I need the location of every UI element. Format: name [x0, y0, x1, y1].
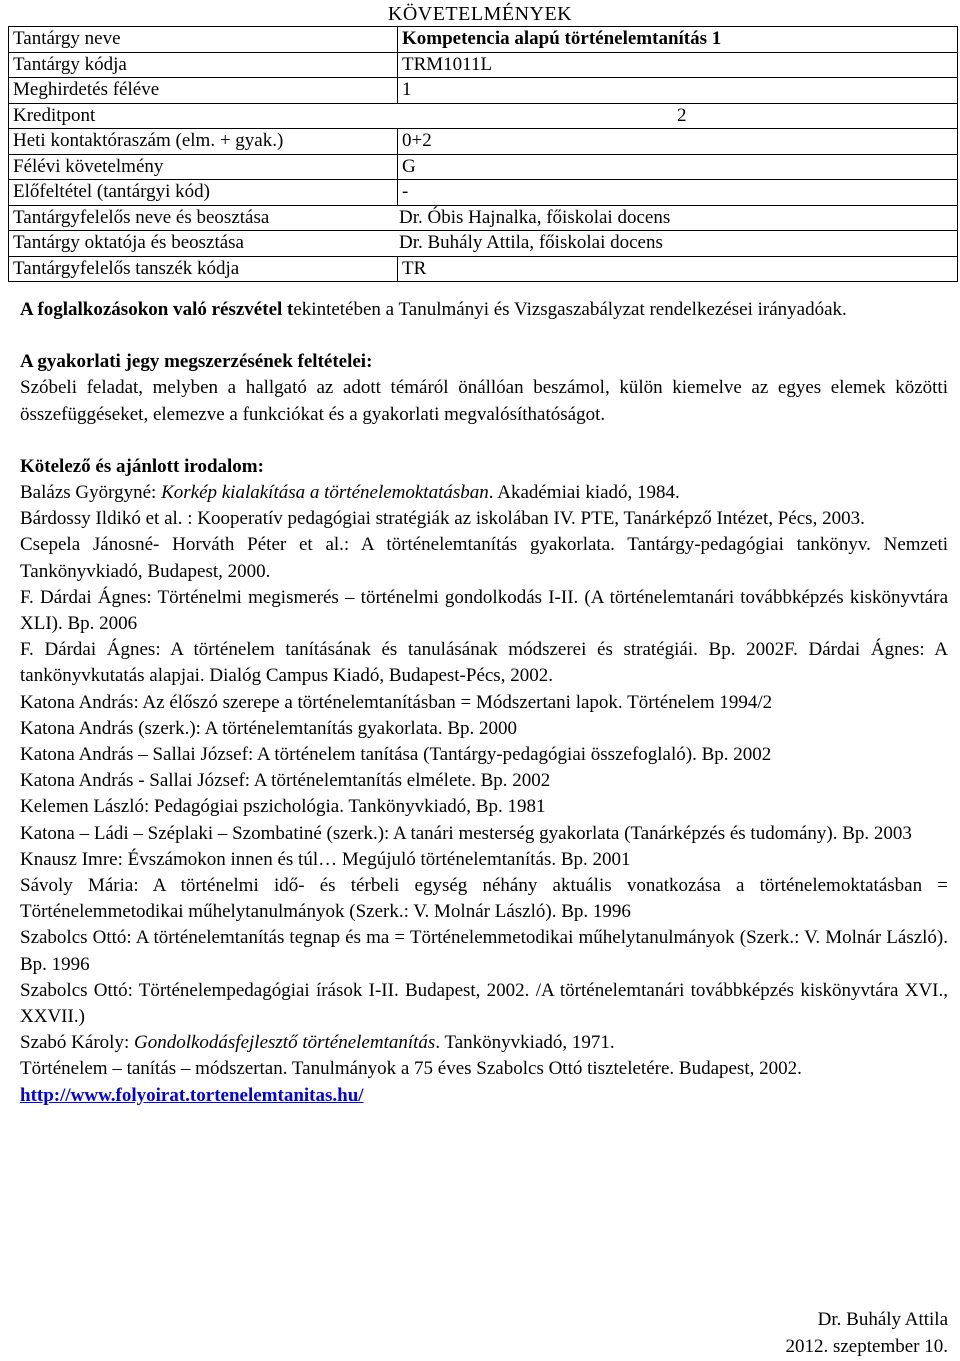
literature-item: Történelem – tanítás – módszertan. Tanulmányok a 75 éves Szabolcs Ottó tiszteletére. Budapest, 2002. [20, 1058, 802, 1080]
literature-item: Csepela Jánosné- Horváth Péter et al.: A történelemtanítás gyakorlata. Tantárgy-pedagógiai tankönyv. Nemzeti Tankönyvkiadó, Budapest, 2000. [20, 534, 948, 582]
row-label: Félévi követelmény [9, 154, 398, 180]
table-row [9, 180, 958, 206]
credit-value: 2 [677, 104, 687, 126]
literature-item: Sávoly Mária: A történelmi idő- és térbeli egység néhány aktuális vonatkozása a történelemoktatásban = Történelemmetodikai műhelytanulmányok (Szerk.: V. Molnár László). Bp. 1996 [20, 875, 948, 923]
row-label: Heti kontaktóraszám (elm. + gyak.) [9, 129, 398, 155]
row-label: Tantárgy kódja [9, 52, 398, 78]
row-label: Előfeltétel (tantárgyi kód) [9, 180, 398, 206]
requirement-value: G [398, 154, 958, 180]
contact-hours-value: 0+2 [398, 129, 958, 155]
table-row [9, 129, 958, 155]
literature-link-row [20, 1083, 948, 1109]
course-name-value: Kompetencia alapú történelemtanítás 1 [398, 27, 958, 53]
attendance-bold-text: A foglalkozásokon való részvétel t [20, 299, 294, 320]
table-row [9, 103, 958, 129]
literature-item: Knausz Imre: Évszámokon innen és túl… Megújuló történelemtanítás. Bp. 2001 [20, 848, 631, 870]
requirements-body [20, 297, 948, 1109]
literature-heading: Kötelező és ajánlott irodalom: [20, 455, 264, 477]
literature-item: Bárdossy Ildikó et al. : Kooperatív pedagógiai stratégiák az iskolában IV. PTE, Tanárképző Intézet, Pécs, 2003. [20, 508, 865, 530]
row-label: Tantárgyfelelős neve és beosztása [13, 206, 270, 228]
prerequisite-value: - [398, 180, 958, 206]
semester-value: 1 [398, 78, 958, 104]
literature-item: F. Dárdai Ágnes: Történelmi megismerés – történelmi gondolkodás I-II. (A történelemtanári továbbképzés kiskönyvtára XLI). Bp. 2006 [20, 586, 948, 635]
signature-name: Dr. Buhály Attila [817, 1309, 948, 1330]
credit-row [9, 103, 958, 129]
department-value: TR [398, 256, 958, 282]
table-row [9, 52, 958, 78]
table-row [9, 78, 958, 104]
practical-text: Szóbeli feladat, melyben a hallgató az adott témáról önállóan beszámol, külön kiemelve az egyes elemek közötti összefüggéseket, elemezve a funkciókat és a gyakorlati megvalósíthatóságot. [20, 377, 948, 425]
attendance-text: ekintetében a Tanulmányi és Vizsgaszabályzat rendelkezései irányadóak. [293, 299, 847, 320]
instructor-row [9, 231, 958, 257]
instructor-value: Dr. Buhály Attila, főiskolai docens [399, 232, 663, 254]
table-row [9, 231, 958, 257]
literature-item: Szabolcs Ottó: A történelemtanítás tegnap és ma = Történelemmetodikai műhelytanulmányok (Szerk.: V. Molnár László). Bp. 1996 [20, 927, 948, 975]
literature-item: F. Dárdai Ágnes: A történelem tanításának és tanulásának módszerei és stratégiái. Bp. 2002F. Dárdai Ágnes: A tankönyvkutatás alapjai. Dialóg Campus Kiadó, Budapest-Pécs, 2002. [20, 639, 948, 687]
page-title: KÖVETELMÉNYEK [387, 3, 573, 25]
literature-item: Katona – Ládi – Széplaki – Szombatiné (szerk.): A tanári mesterség gyakorlata (Tanárképzés és tudomány). Bp. 2003 [20, 822, 912, 844]
row-label: Meghirdetés féléve [9, 78, 398, 104]
literature-item: Katona András - Sallai József: A történelemtanítás elmélete. Bp. 2002 [20, 770, 551, 792]
row-label: Tantárgy oktatója és beosztása [13, 232, 244, 254]
table-row [9, 27, 958, 53]
literature-item: Katona András: Az élőszó szerepe a történelemtanításban = Módszertani lapok. Történelem 1994/2 [20, 691, 773, 713]
signature-block [785, 1306, 948, 1360]
literature-item: Katona András – Sallai József: A történelem tanítása (Tantárgy-pedagógiai összefoglaló). Bp. 2002 [20, 744, 772, 766]
row-label: Kreditpont [13, 104, 96, 126]
table-row [9, 154, 958, 180]
course-info-table [8, 26, 958, 282]
responsible-row [9, 205, 958, 231]
literature-item: Katona András (szerk.): A történelemtanítás gyakorlata. Bp. 2000 [20, 717, 518, 739]
attendance-paragraph [20, 297, 948, 323]
literature-item: Szabolcs Ottó: Történelempedagógiai írások I-II. Budapest, 2002. /A történelemtanári továbbképzés kiskönyvtára XVI., XXVII.) [20, 979, 948, 1028]
journal-link[interactable]: http://www.folyoirat.tortenelemtanitas.hu/ [20, 1084, 364, 1106]
row-label: Tantárgy neve [9, 27, 398, 53]
literature-item: Kelemen László: Pedagógiai pszichológia. Tankönyvkiadó, Bp. 1981 [20, 796, 546, 818]
practical-heading: A gyakorlati jegy megszerzésének feltételei: [20, 351, 373, 373]
responsible-value: Dr. Óbis Hajnalka, főiskolai docens [399, 206, 671, 228]
row-label: Tantárgyfelelős tanszék kódja [9, 256, 398, 282]
literature-item: Szabó Károly: Gondolkodásfejlesztő történelemtanítás. Tankönyvkiadó, 1971. [20, 1032, 615, 1054]
signature-date: 2012. szeptember 10. [785, 1336, 948, 1357]
literature-item: Balázs Györgyné: Korkép kialakítása a történelemoktatásban. Akadémiai kiadó, 1984. [20, 482, 680, 504]
course-code-value: TRM1011L [398, 52, 958, 78]
table-row [9, 256, 958, 282]
table-row [9, 205, 958, 231]
